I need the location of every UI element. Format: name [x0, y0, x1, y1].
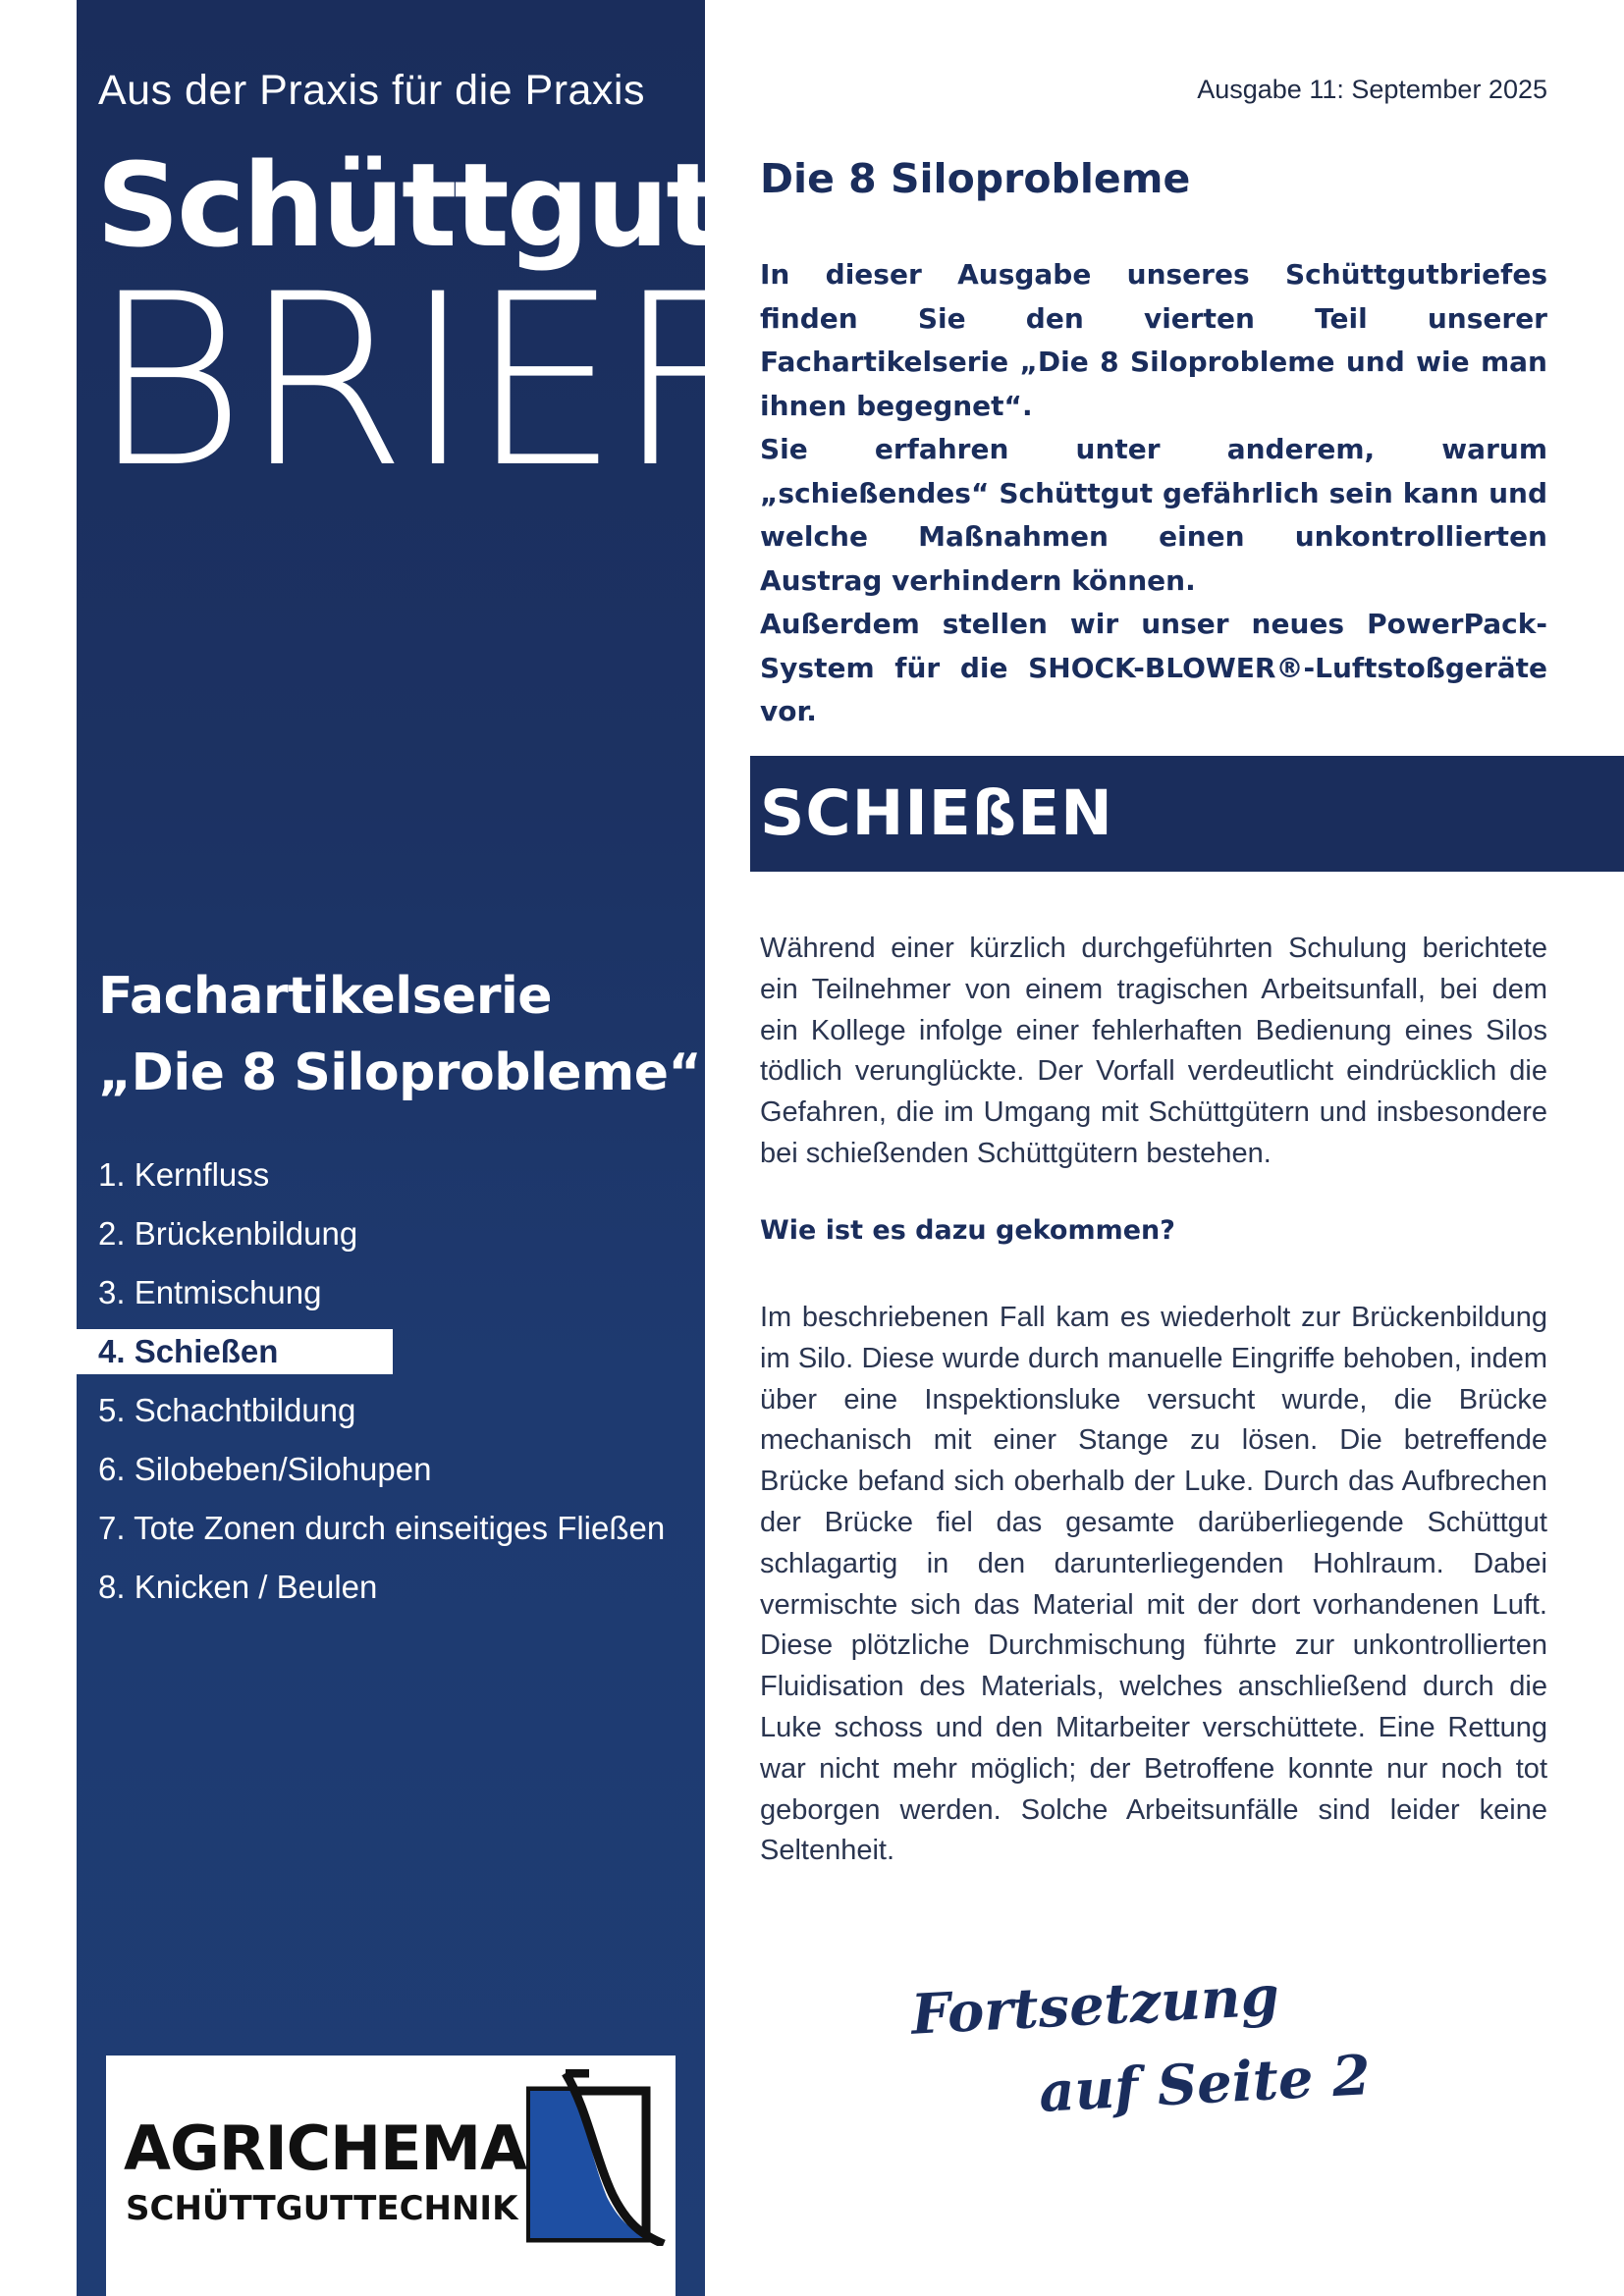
section-title: SCHIEßEN — [760, 777, 1113, 849]
section-header-bar — [750, 756, 1624, 872]
publication-logo-bottom: BRIEF — [90, 243, 749, 520]
company-mark-icon — [526, 2069, 669, 2246]
company-subtitle: SCHÜTTGUTTECHNIK — [126, 2189, 518, 2228]
continuation-note-line1: Fortsetzung — [909, 1963, 1281, 2048]
company-logo-box — [106, 2056, 676, 2296]
continuation-note-line2: auf Seite 2 — [1037, 2043, 1373, 2125]
page-headline: Die 8 Siloprobleme — [760, 155, 1191, 202]
toc-item: 3. Entmischung — [98, 1274, 322, 1310]
tagline: Aus der Praxis für die Praxis — [98, 67, 645, 114]
toc-item: 2. Brückenbildung — [98, 1215, 358, 1252]
article-paragraph: Im beschriebenen Fall kam es wiederholt zur Brückenbildung im Silo. Diese wurde durch manuelle Eingriffe behoben, indem über eine Inspektionsluke versucht wurde, die Brücke mechanisch mit einer Stange zu lösen. Die betreffende Brücke befand sich oberhalb der Luke. Durch das Aufbrechen der Brücke fiel das gesamte darüberliegende Schüttgut schlagartig in den darunterliegenden Hohlraum. Dabei vermischte sich das Material mit der dort vorhandenen Luft. Diese plötzliche Durchmischung führte zur unkontrollierten Fluidisation des Materials, welches anschließend durch die Luke schoss und den Mitarbeiter verschüttete. Eine Rettung war nicht mehr möglich; der Betroffene konnte nur noch tot geborgen werden. Solche Arbeitsunfälle sind leider keine Seltenheit. — [760, 1302, 1547, 1867]
toc-item: 5. Schachtbildung — [98, 1392, 356, 1428]
article-subheading: Wie ist es dazu gekommen? — [760, 1215, 1175, 1246]
toc-item-active: 4. Schießen — [77, 1329, 393, 1374]
series-title-line1: Fachartikelserie — [98, 967, 553, 1026]
article-paragraph: Während einer kürzlich durchgeführten Schulung berichtete ein Teilnehmer von einem tragischen Arbeitsunfall, bei dem ein Kollege infolge einer fehlerhaften Bedienung eines Silos tödlich verunglückte. Der Vorfall verdeutlicht eindrücklich die Gefahren, die im Umgang mit Schüttgütern und insbesondere bei schießenden Schüttgütern bestehen. — [760, 933, 1547, 1169]
company-name: AGRICHEMA — [124, 2112, 527, 2184]
issue-date: Ausgabe 11: September 2025 — [1197, 75, 1547, 104]
intro-paragraph: Sie erfahren unter anderem, warum „schießendes“ Schüttgut gefährlich sein kann und welche Maßnahmen einen unkontrollierten Austrag verhindern können. — [760, 433, 1547, 597]
series-title — [98, 958, 701, 1111]
series-title-line2: „Die 8 Siloprobleme“ — [98, 1043, 702, 1102]
toc-item: 8. Knicken / Beulen — [98, 1569, 378, 1605]
toc-item: 6. Silobeben/Silohupen — [98, 1451, 432, 1487]
toc-item: 7. Tote Zonen durch einseitiges Fließen — [98, 1510, 666, 1546]
publication-logo-top: Schüttgut — [96, 137, 719, 273]
intro-paragraph: In dieser Ausgabe unseres Schüttgutbriefes finden Sie den vierten Teil unserer Fachartikelserie „Die 8 Siloprobleme und wie man ihnen begegnet“. — [760, 258, 1547, 422]
series-toc — [77, 1146, 705, 1617]
intro-paragraph: Außerdem stellen wir unser neues PowerPack-System für die SHOCK-BLOWER®-Luftstoßgeräte vor. — [760, 608, 1547, 727]
toc-item: 1. Kernfluss — [98, 1156, 270, 1193]
